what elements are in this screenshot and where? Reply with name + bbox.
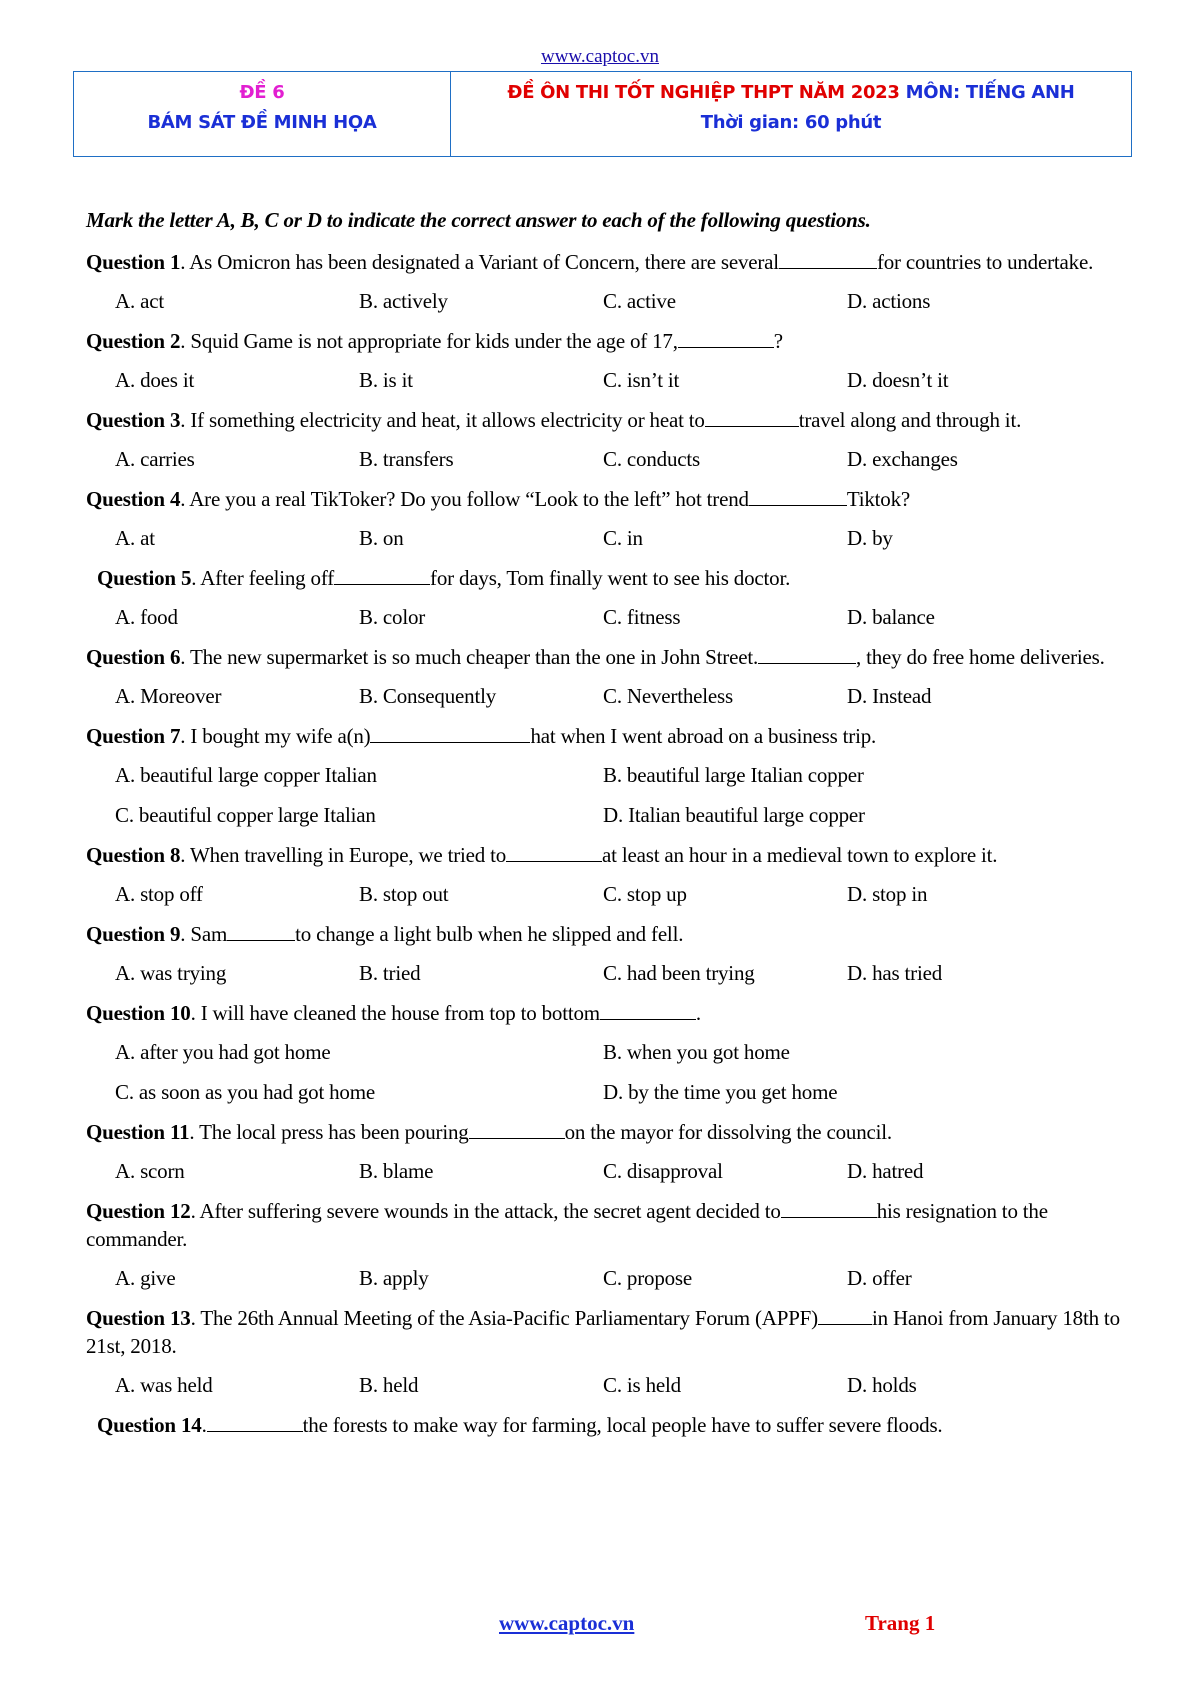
option-letter: B — [359, 961, 373, 985]
option-c[interactable]: C. active — [603, 289, 676, 313]
question-text-after-blank: the forests to make way for farming, local people have to suffer severe floods. — [302, 1413, 943, 1437]
answer-blank — [370, 724, 530, 743]
question-label: Question 7 — [86, 724, 181, 748]
option-c[interactable]: C. beautiful copper large Italian — [115, 803, 376, 827]
option-letter: B — [359, 1373, 373, 1397]
option-letter: A — [115, 1373, 130, 1397]
option-letter: C — [603, 526, 617, 550]
option-d[interactable]: D. has tried — [847, 961, 943, 985]
question-text-before-blank: Sam — [190, 922, 228, 946]
option-text: does it — [140, 368, 195, 392]
option-a[interactable]: A. scorn — [115, 1159, 185, 1183]
option-a[interactable]: A. was held — [115, 1373, 213, 1397]
exam-title-main: ĐỀ ÔN THI TỐT NGHIỆP THPT NĂM 2023 — [507, 82, 900, 103]
answer-blank — [334, 566, 430, 585]
option-letter: B — [359, 289, 373, 313]
option-b[interactable]: B. on — [359, 526, 404, 550]
option-text: conducts — [626, 447, 700, 471]
question-10: Question 10. I will have cleaned the house from top to bottom . — [86, 1001, 701, 1025]
option-text: scorn — [140, 1159, 185, 1183]
question-2-options — [86, 366, 1126, 394]
question-text-before-blank: I will have cleaned the house from top to bottom — [200, 1001, 600, 1025]
question-text-after-blank: Tiktok? — [846, 487, 910, 511]
option-d[interactable]: D. Instead — [847, 684, 932, 708]
question-4: Question 4. Are you a real TikToker? Do you follow “Look to the left” hot trend Tiktok? — [86, 487, 910, 511]
option-b[interactable]: B. beautiful large Italian copper — [603, 763, 864, 787]
answer-blank — [779, 250, 877, 269]
question-9-options — [86, 959, 1126, 987]
option-text: is it — [382, 368, 413, 392]
option-letter: B — [359, 1159, 373, 1183]
option-letter: A — [115, 684, 130, 708]
question-label: Question 4 — [86, 487, 181, 511]
option-a[interactable]: A. at — [115, 526, 155, 550]
option-text: Nevertheless — [626, 684, 733, 708]
question-3-options — [86, 445, 1126, 473]
option-text: was trying — [140, 961, 227, 985]
question-text-after-blank: in Hanoi from January 18th to 21st, 2018. — [86, 1306, 1120, 1358]
question-text-after-blank: . — [695, 1001, 701, 1025]
option-letter: C — [603, 1159, 617, 1183]
option-b[interactable]: B. transfers — [359, 447, 454, 471]
question-1: Question 1. As Omicron has been designated a Variant of Concern, there are several for countries to undertake. — [86, 250, 1094, 274]
question-5-options — [86, 603, 1126, 631]
option-c[interactable]: C. fitness — [603, 605, 681, 629]
answer-blank — [705, 408, 799, 427]
instruction: Mark the letter A, B, C or D to indicate the correct answer to each of the following questions. — [86, 208, 871, 232]
option-text: after you had got home — [140, 1040, 331, 1064]
exam-header-right — [451, 72, 1131, 156]
option-letter: B — [359, 368, 373, 392]
option-letter: D — [847, 447, 862, 471]
option-letter: C — [603, 368, 617, 392]
option-c[interactable]: C. had been trying — [603, 961, 755, 985]
option-b[interactable]: B. blame — [359, 1159, 434, 1183]
option-c[interactable]: C. as soon as you had got home — [115, 1080, 375, 1104]
option-b[interactable]: B. is it — [359, 368, 413, 392]
option-letter: B — [359, 526, 373, 550]
answer-blank — [818, 1306, 872, 1325]
option-text: hatred — [872, 1159, 924, 1183]
option-letter: A — [115, 289, 130, 313]
question-label: Question 12 — [86, 1199, 191, 1223]
option-letter: D — [847, 1266, 862, 1290]
option-d[interactable]: D. by the time you get home — [603, 1080, 838, 1104]
answer-blank — [749, 487, 847, 506]
question-label: Question 3 — [86, 408, 181, 432]
option-a[interactable]: A. does it — [115, 368, 195, 392]
question-11: Question 11. The local press has been pouring on the mayor for dissolving the council. — [86, 1120, 892, 1144]
question-text-before-blank: After feeling off — [200, 566, 335, 590]
option-text: color — [382, 605, 426, 629]
option-text: stop up — [626, 882, 687, 906]
option-text: balance — [872, 605, 935, 629]
option-letter: C — [603, 882, 617, 906]
question-label: Question 14 — [97, 1413, 202, 1437]
option-letter: C — [115, 1080, 129, 1104]
option-text: Consequently — [382, 684, 497, 708]
question-label: Question 11 — [86, 1120, 190, 1144]
question-5: Question 5. After feeling off for days, Tom finally went to see his doctor. — [97, 566, 791, 590]
option-letter: D — [847, 1159, 862, 1183]
exam-number: ĐỀ 6 — [239, 82, 285, 103]
question-text-before-blank: As Omicron has been designated a Variant of Concern, there are several — [189, 250, 779, 274]
question-10-options — [86, 1038, 1126, 1118]
option-letter: C — [603, 605, 617, 629]
question-7: Question 7. I bought my wife a(n) hat when I went abroad on a business trip. — [86, 724, 877, 748]
option-a[interactable]: A. stop off — [115, 882, 203, 906]
option-letter: A — [115, 763, 130, 787]
exam-header-left — [74, 72, 451, 156]
option-text: at — [140, 526, 155, 550]
option-letter: A — [115, 1159, 130, 1183]
option-letter: C — [603, 684, 617, 708]
option-text: in — [626, 526, 643, 550]
question-text-before-blank: The local press has been pouring — [199, 1120, 469, 1144]
question-9: Question 9. Sam to change a light bulb when he slipped and fell. — [86, 922, 684, 946]
option-text: stop out — [382, 882, 449, 906]
option-b[interactable]: B. Consequently — [359, 684, 497, 708]
question-text-before-blank: After suffering severe wounds in the attack, the secret agent decided to — [199, 1199, 781, 1223]
answer-blank — [781, 1199, 877, 1218]
question-text-before-blank: The new supermarket is so much cheaper than the one in John Street. — [190, 645, 759, 669]
option-letter: B — [359, 684, 373, 708]
question-text-before-blank: Are you a real TikToker? Do you follow “Look to the left” hot trend — [189, 487, 749, 511]
option-d[interactable]: D. holds — [847, 1373, 917, 1397]
option-d[interactable]: D. doesn’t it — [847, 368, 949, 392]
option-letter: C — [603, 1373, 617, 1397]
question-12: Question 12. After suffering severe wounds in the attack, the secret agent decided to his resignation to the commander. — [86, 1199, 1048, 1251]
option-a[interactable]: A. act — [115, 289, 164, 313]
question-label: Question 5 — [97, 566, 192, 590]
question-text-after-blank: , they do free home deliveries. — [856, 645, 1105, 669]
option-letter: D — [847, 289, 862, 313]
option-text: isn’t it — [626, 368, 680, 392]
question-8-options — [86, 880, 1126, 908]
option-a[interactable]: A. Moreover — [115, 684, 222, 708]
option-b[interactable]: B. apply — [359, 1266, 429, 1290]
option-letter: D — [847, 684, 862, 708]
question-text-after-blank: on the mayor for dissolving the council. — [564, 1120, 892, 1144]
option-c[interactable]: C. stop up — [603, 882, 687, 906]
option-text: give — [140, 1266, 176, 1290]
option-text: offer — [872, 1266, 912, 1290]
option-letter: A — [115, 1266, 130, 1290]
option-letter: D — [847, 526, 862, 550]
option-text: when you got home — [626, 1040, 790, 1064]
option-b[interactable]: B. held — [359, 1373, 419, 1397]
option-b[interactable]: B. tried — [359, 961, 421, 985]
option-a[interactable]: A. give — [115, 1266, 176, 1290]
answer-blank — [678, 329, 774, 348]
option-d[interactable]: D. hatred — [847, 1159, 924, 1183]
question-text-before-blank: The 26th Annual Meeting of the Asia-Pacific Parliamentary Forum (APPF) — [200, 1306, 818, 1330]
option-letter: D — [847, 961, 862, 985]
option-c[interactable]: C. propose — [603, 1266, 693, 1290]
question-text-after-blank: ? — [773, 329, 783, 353]
question-7-options — [86, 761, 1126, 841]
option-d[interactable]: D. offer — [847, 1266, 912, 1290]
option-letter: B — [603, 1040, 617, 1064]
option-text: stop off — [140, 882, 203, 906]
option-a[interactable]: A. after you had got home — [115, 1040, 331, 1064]
option-letter: C — [603, 1266, 617, 1290]
option-text: had been trying — [626, 961, 755, 985]
option-c[interactable]: C. in — [603, 526, 643, 550]
option-letter: C — [603, 961, 617, 985]
option-letter: A — [115, 368, 130, 392]
option-a[interactable]: A. food — [115, 605, 178, 629]
question-label: Question 8 — [86, 843, 181, 867]
option-letter: B — [359, 1266, 373, 1290]
option-b[interactable]: B. when you got home — [603, 1040, 790, 1064]
option-letter: D — [847, 1373, 862, 1397]
question-label: Question 13 — [86, 1306, 191, 1330]
option-d[interactable]: D. exchanges — [847, 447, 958, 471]
question-4-options — [86, 524, 1126, 552]
answer-blank — [600, 1001, 696, 1020]
option-letter: A — [115, 882, 130, 906]
top-website-link[interactable]: www.captoc.vn — [540, 46, 659, 67]
option-text: stop in — [872, 882, 928, 906]
option-text: on — [382, 526, 404, 550]
question-text-before-blank: If something electricity and heat, it allows electricity or heat to — [190, 408, 705, 432]
question-text-after-blank: travel along and through it. — [798, 408, 1022, 432]
question-11-options — [86, 1157, 1126, 1185]
option-c[interactable]: C. isn’t it — [603, 368, 680, 392]
question-label: Question 9 — [86, 922, 181, 946]
option-d[interactable]: D. stop in — [847, 882, 928, 906]
option-text: has tried — [872, 961, 943, 985]
option-text: was held — [140, 1373, 213, 1397]
option-text: exchanges — [872, 447, 958, 471]
exam-subtitle: BÁM SÁT ĐỀ MINH HỌA — [147, 112, 377, 133]
option-text: Moreover — [140, 684, 222, 708]
exam-header-box — [73, 71, 1132, 157]
answer-blank — [227, 922, 295, 941]
questions-content — [86, 206, 1126, 1450]
option-text: propose — [626, 1266, 693, 1290]
question-6: Question 6. The new supermarket is so much cheaper than the one in John Street. , they do free home deliveries. — [86, 645, 1105, 669]
question-6-options — [86, 682, 1126, 710]
option-text: Instead — [872, 684, 932, 708]
option-letter: B — [359, 605, 373, 629]
option-letter: A — [115, 447, 130, 471]
answer-blank — [758, 645, 856, 664]
option-letter: D — [603, 803, 618, 827]
option-c[interactable]: C. disapproval — [603, 1159, 723, 1183]
question-text-after-blank: hat when I went abroad on a business trip. — [530, 724, 877, 748]
option-text: actively — [382, 289, 448, 313]
option-letter: D — [847, 605, 862, 629]
option-text: as soon as you had got home — [138, 1080, 375, 1104]
option-text: doesn’t it — [872, 368, 949, 392]
option-text: disapproval — [626, 1159, 723, 1183]
question-text-before-blank: When travelling in Europe, we tried to — [190, 843, 507, 867]
option-text: food — [140, 605, 178, 629]
option-text: beautiful large copper Italian — [140, 763, 377, 787]
question-3: Question 3. If something electricity and heat, it allows electricity or heat to travel along and through it. — [86, 408, 1022, 432]
option-c[interactable]: C. conducts — [603, 447, 700, 471]
question-8: Question 8. When travelling in Europe, we tried to at least an hour in a medieval town to explore it. — [86, 843, 998, 867]
option-text: by the time you get home — [628, 1080, 838, 1104]
option-text: act — [140, 289, 164, 313]
option-text: tried — [382, 961, 421, 985]
question-text-after-blank: for days, Tom finally went to see his doctor. — [430, 566, 791, 590]
option-text: is held — [626, 1373, 681, 1397]
page-number: Trang 1 — [865, 1611, 936, 1635]
option-c[interactable]: C. Nevertheless — [603, 684, 733, 708]
option-text: beautiful large Italian copper — [626, 763, 864, 787]
option-text: fitness — [626, 605, 681, 629]
question-13: Question 13. The 26th Annual Meeting of the Asia-Pacific Parliamentary Forum (APPF) in Hanoi from January 18th to 21st, 2018. — [86, 1306, 1120, 1358]
option-c[interactable]: C. is held — [603, 1373, 681, 1397]
option-text: actions — [872, 289, 931, 313]
answer-blank — [207, 1413, 303, 1432]
exam-title — [451, 78, 1131, 108]
exam-duration: Thời gian: 60 phút — [700, 112, 882, 133]
option-letter: A — [115, 526, 130, 550]
option-letter: D — [603, 1080, 618, 1104]
option-a[interactable]: A. beautiful large copper Italian — [115, 763, 377, 787]
question-text-after-blank: at least an hour in a medieval town to explore it. — [602, 843, 998, 867]
option-a[interactable]: A. carries — [115, 447, 195, 471]
question-label: Question 6 — [86, 645, 181, 669]
option-letter: C — [603, 447, 617, 471]
option-letter: B — [359, 447, 373, 471]
question-text-after-blank: for countries to undertake. — [876, 250, 1094, 274]
question-text-before-blank: I bought my wife a(n) — [190, 724, 371, 748]
option-b[interactable]: B. actively — [359, 289, 448, 313]
option-text: apply — [382, 1266, 429, 1290]
option-letter: B — [603, 763, 617, 787]
option-d[interactable]: D. Italian beautiful large copper — [603, 803, 865, 827]
footer-website-link[interactable]: www.captoc.vn — [499, 1611, 635, 1635]
option-b[interactable]: B. stop out — [359, 882, 449, 906]
option-text: by — [872, 526, 893, 550]
option-text: transfers — [382, 447, 454, 471]
option-text: blame — [382, 1159, 434, 1183]
question-1-options — [86, 287, 1126, 315]
question-2: Question 2. Squid Game is not appropriate for kids under the age of 17, ? — [86, 329, 783, 353]
question-text-before-blank: Squid Game is not appropriate for kids under the age of 17, — [190, 329, 678, 353]
question-text-after-blank: to change a light bulb when he slipped and fell. — [295, 922, 684, 946]
option-text: held — [382, 1373, 419, 1397]
option-d[interactable]: D. balance — [847, 605, 935, 629]
option-d[interactable]: D. by — [847, 526, 893, 550]
answer-blank — [469, 1120, 565, 1139]
option-a[interactable]: A. was trying — [115, 961, 227, 985]
option-letter: C — [115, 803, 129, 827]
question-12-options — [86, 1264, 1126, 1292]
option-d[interactable]: D. actions — [847, 289, 931, 313]
option-text: Italian beautiful large copper — [628, 803, 865, 827]
option-letter: D — [847, 368, 862, 392]
option-text: holds — [872, 1373, 917, 1397]
option-b[interactable]: B. color — [359, 605, 426, 629]
question-label: Question 1 — [86, 250, 181, 274]
option-letter: A — [115, 961, 130, 985]
question-text-after-blank: his resignation to the commander. — [86, 1199, 1048, 1251]
question-14: Question 14. the forests to make way for farming, local people have to suffer severe floods. — [97, 1413, 943, 1437]
option-letter: B — [359, 882, 373, 906]
exam-subject: MÔN: TIẾNG ANH — [905, 82, 1075, 103]
option-letter: D — [847, 882, 862, 906]
option-letter: A — [115, 605, 130, 629]
option-letter: A — [115, 1040, 130, 1064]
option-text: carries — [140, 447, 195, 471]
option-text: beautiful copper large Italian — [138, 803, 376, 827]
question-label: Question 10 — [86, 1001, 191, 1025]
option-letter: C — [603, 289, 617, 313]
question-13-options — [86, 1371, 1126, 1399]
question-label: Question 2 — [86, 329, 181, 353]
option-text: active — [626, 289, 676, 313]
answer-blank — [506, 843, 602, 862]
